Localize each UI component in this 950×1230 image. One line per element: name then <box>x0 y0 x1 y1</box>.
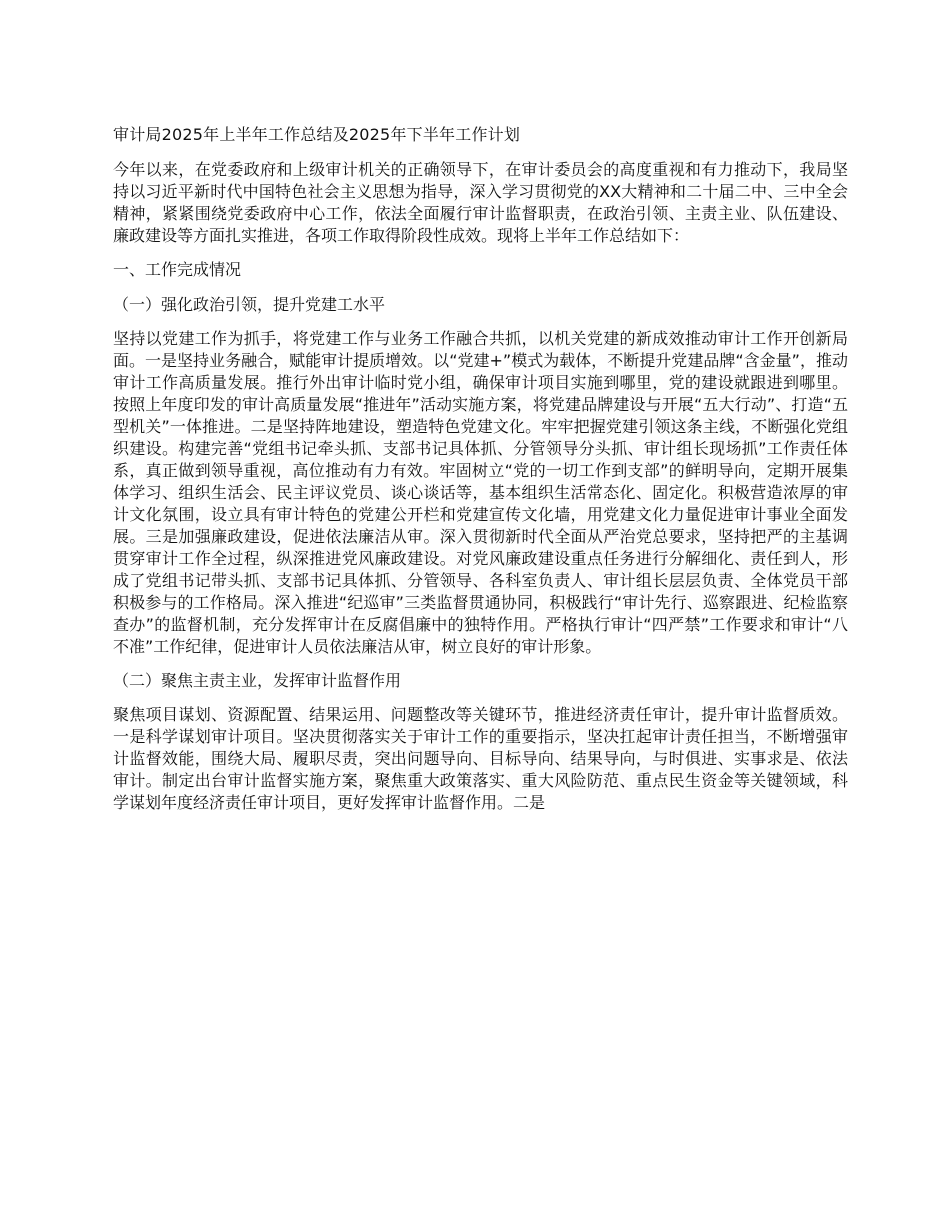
subsection-heading-party-building: （一）强化政治引领，提升党建工水平 <box>113 295 386 314</box>
document-page <box>113 124 848 826</box>
party-building-paragraph: 坚持以党建工作为抓手，将党建工作与业务工作融合共抓，以机关党建的新成效推动审计工作开创新局面。一是坚持业务融合，赋能审计提质增效。以“党建+”模式为载体，不断提升党建品牌“含金量”，推动审计工作高质量发展。推行外出审计临时党小组，确保审计项目实施到哪里，党的建设就跟进到哪里。按照上年度印发的审计高质量发展“推进年”活动实施方案，将党建品牌建设与开展“五大行动”、打造“五型机关”一体推进。二是坚持阵地建设，塑造特色党建文化。牢牢把握党建引领这条主线，不断强化党组织建设。构建完善“党组书记牵头抓、支部书记具体抓、分管领导分头抓、审计组长现场抓”工作责任体系，真正做到领导重视，高位推动有力有效。牢固树立“党的一切工作到支部”的鲜明导向，定期开展集体学习、组织生活会、民主评议党员、谈心谈话等，基本组织生活常态化、固定化。积极营造浓厚的审计文化氛围，设立具有审计特色的党建公开栏和党建宣传文化墙，用党建文化力量促进审计事业全面发展。三是加强廉政建设，促进依法廉洁从审。深入贯彻新时代全面从严治党总要求，坚持把严的主基调贯穿审计工作全过程，纵深推进党风廉政建设。对党风廉政建设重点任务进行分解细化、责任到人，形成了党组书记带头抓、支部书记具体抓、分管领导、各科室负责人、审计组长层层负责、全体党员干部积极参与的工作格局。深入推进“纪巡审”三类监督贯通协同，积极践行“审计先行、巡察跟进、纪检监察查办”的监督机制，充分发挥审计在反腐倡廉中的独特作用。严格执行审计“四严禁”工作要求和审计“八不准”工作纪律，促进审计人员依法廉洁从审，树立良好的审计形象。 <box>113 329 848 656</box>
section-heading-work-completion: 一、工作完成情况 <box>113 260 242 279</box>
audit-supervision-paragraph: 聚焦项目谋划、资源配置、结果运用、问题整改等关键环节，推进经济责任审计，提升审计监督质效。一是科学谋划审计项目。坚决贯彻落实关于审计工作的重要指示，坚决扛起审计责任担当，不断增强审计监督效能，围绕大局、履职尽责，突出问题导向、目标导向、结果导向，与时俱进、实事求是、依法审计。制定出台审计监督实施方案，聚焦重大政策落实、重大风险防范、重点民生资金等关键领域，科学谋划年度经济责任审计项目，更好发挥审计监督作用。二是 <box>113 705 848 812</box>
intro-paragraph: 今年以来，在党委政府和上级审计机关的正确领导下，在审计委员会的高度重视和有力推动下，我局坚持以习近平新时代中国特色社会主义思想为指导，深入学习贯彻党的XX大精神和二十届二中、三中全会精神，紧紧围绕党委政府中心工作，依法全面履行审计监督职责，在政治引领、主责主业、队伍建设、廉政建设等方面扎实推进，各项工作取得阶段性成效。现将上半年工作总结如下： <box>113 160 848 245</box>
document-title: 审计局2025年上半年工作总结及2025年下半年工作计划 <box>113 125 521 144</box>
subsection-heading-audit-supervision: （二）聚焦主责主业，发挥审计监督作用 <box>113 671 402 690</box>
